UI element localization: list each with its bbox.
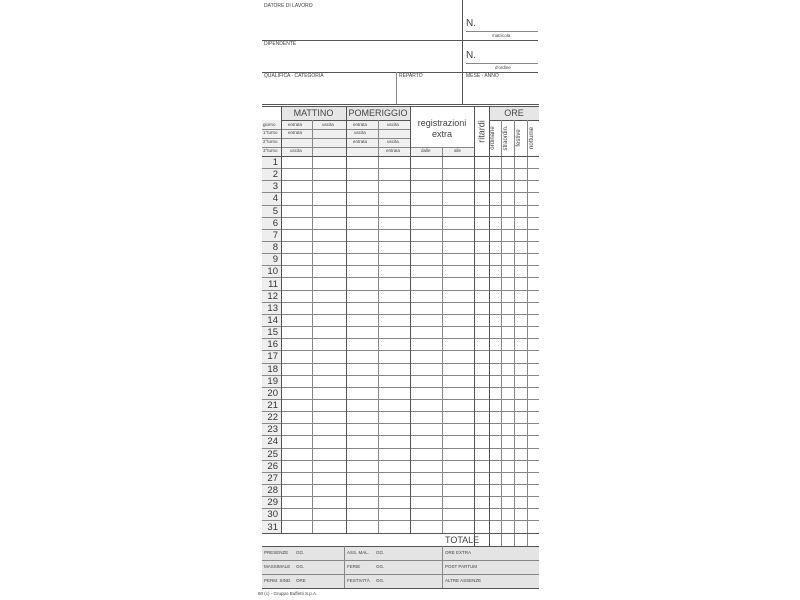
table-row	[262, 484, 539, 496]
ore-header: ORE	[504, 108, 524, 118]
table-row	[262, 350, 539, 362]
row-label-turno1: 1°turno	[263, 130, 278, 135]
day-number: 7	[272, 229, 278, 241]
qualifica-label: QUALIFICA - CATEGORIA	[264, 73, 324, 79]
p-entrata-2: entrata	[353, 139, 368, 144]
row-label-giorno: giorno	[263, 122, 276, 127]
table-row	[262, 435, 539, 447]
table-row	[262, 192, 539, 204]
day-number: 26	[267, 460, 278, 472]
table-row	[262, 278, 539, 290]
table-row	[262, 241, 539, 253]
ass-mal-label: ASS. MAL.	[347, 550, 370, 555]
table-row	[262, 448, 539, 460]
day-number: 13	[267, 302, 278, 314]
massimale-label: MASSIMALE	[264, 564, 291, 569]
extra-header: extra	[431, 129, 452, 139]
table-row	[262, 338, 539, 350]
day-number: 4	[272, 193, 278, 205]
ore-ordinarie: ordinarie	[490, 126, 496, 150]
row-label-turno3: 3°turno	[263, 148, 278, 153]
day-number: 27	[267, 472, 278, 484]
p-entrata-3: entrata	[386, 148, 401, 153]
day-number: 30	[267, 509, 278, 521]
mese-label: MESE - ANNO	[466, 73, 499, 79]
ordine-label: d'ordine	[495, 65, 511, 70]
presenze-label: PRESENZE	[264, 550, 289, 555]
table-row	[262, 387, 539, 399]
m-entrata: entrata	[288, 122, 303, 127]
day-number: 14	[267, 314, 278, 326]
dipendente-label: DIPENDENTE	[264, 41, 297, 47]
day-number: 3	[272, 181, 278, 193]
table-row	[262, 229, 539, 241]
table-row	[262, 399, 539, 411]
datore-label: DATORE DI LAVORO	[264, 3, 313, 9]
day-number: 5	[272, 205, 278, 217]
perm-sind-ore: ORE	[296, 578, 306, 583]
day-number: 12	[267, 290, 278, 302]
festivita-gg: GG.	[376, 578, 385, 583]
m-uscita: uscita	[322, 122, 334, 127]
day-number: 22	[267, 412, 278, 424]
massimale-gg: GG.	[296, 564, 305, 569]
day-number: 8	[272, 242, 278, 254]
day-number: 10	[267, 266, 278, 278]
alle-label: alle	[454, 148, 462, 153]
day-number: 20	[267, 387, 278, 399]
m-entrata-2: entrata	[288, 130, 303, 135]
row-label-turno2: 2°turno	[263, 139, 278, 144]
presenze-gg: GG.	[296, 550, 305, 555]
table-row	[262, 375, 539, 387]
ore-festive: festive	[516, 129, 522, 147]
ass-mal-gg: GG.	[376, 550, 385, 555]
mattino-header: MATTINO	[293, 108, 334, 118]
table-row	[262, 265, 539, 277]
day-number: 2	[272, 169, 278, 181]
post-partum-label: POST PARTUM	[445, 564, 478, 569]
day-number: 28	[267, 485, 278, 497]
ferie-gg: GG.	[376, 564, 385, 569]
day-number: 11	[268, 278, 278, 290]
table-row	[262, 314, 539, 326]
n-label-matricola: N.	[466, 18, 476, 29]
day-number: 23	[267, 424, 278, 436]
reparto-label: REPARTO	[399, 73, 423, 79]
table-row	[262, 423, 539, 435]
table-row	[262, 460, 539, 472]
ritardi-header: ritardi	[476, 120, 487, 143]
festivita-label: FESTIVITÀ	[347, 578, 370, 583]
pomeriggio-header: POMERIGGIO	[348, 108, 408, 118]
day-number: 25	[267, 448, 278, 460]
perm-sind-label: PERM. SIND.	[264, 578, 292, 583]
dalle-label: dalle	[421, 148, 431, 153]
day-number: 15	[267, 327, 278, 339]
p-uscita: uscita	[387, 122, 399, 127]
p-entrata: entrata	[353, 122, 368, 127]
ore-straordinarie: straordin.	[503, 125, 509, 151]
ferie-label: FERIE	[347, 564, 361, 569]
registrazioni-header: registrazioni	[417, 118, 467, 128]
n-label-ordine: N.	[466, 50, 476, 61]
day-number: 21	[267, 400, 278, 411]
table-row	[262, 302, 539, 314]
table-row	[262, 411, 539, 423]
table-row	[262, 217, 539, 229]
table-row	[262, 508, 539, 520]
table-row	[262, 180, 539, 192]
table-row	[262, 156, 539, 168]
day-number: 18	[267, 363, 278, 375]
m-uscita-3: uscita	[290, 148, 302, 153]
table-row	[262, 326, 539, 338]
table-row	[262, 168, 539, 180]
copyright-text: 80 (c) - Gruppo Buffetti S.p.A.	[258, 591, 318, 596]
ore-notturne: notturne	[529, 126, 535, 150]
totale-label: TOTALE	[445, 535, 480, 545]
matricola-label: matricola	[492, 33, 511, 38]
table-row	[262, 253, 539, 265]
table-row	[262, 521, 539, 533]
day-number: 24	[267, 436, 278, 448]
day-number: 19	[267, 375, 278, 387]
day-number: 16	[267, 339, 278, 351]
p-uscita-2: uscita	[354, 130, 366, 135]
altre-assenze-label: ALTRE ASSENZE	[445, 578, 482, 583]
table-row	[262, 363, 539, 375]
ore-extra-label: ORE EXTRA	[445, 550, 472, 555]
day-number: 29	[267, 497, 278, 509]
table-row	[262, 496, 539, 508]
day-number: 17	[267, 351, 278, 363]
table-row	[262, 205, 539, 217]
table-row	[262, 290, 539, 302]
table-row	[262, 472, 539, 484]
p-uscita-3: uscita	[387, 139, 399, 144]
day-number: 31	[267, 521, 278, 533]
day-number: 6	[272, 217, 278, 229]
day-number: 9	[272, 254, 278, 266]
day-number: 1	[272, 157, 278, 168]
